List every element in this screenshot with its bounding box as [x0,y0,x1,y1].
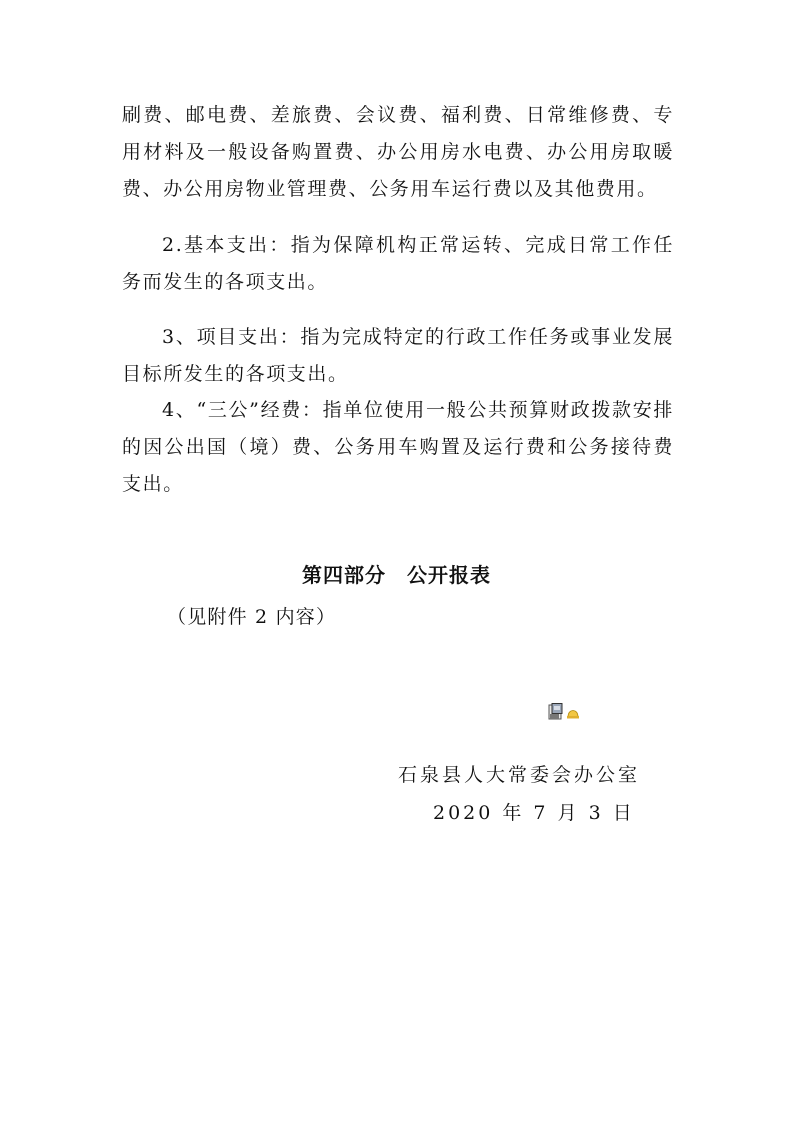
section-title: 第四部分 公开报表 [302,563,491,587]
paragraph-expense-list: 刷费、邮电费、差旅费、会议费、福利费、日常维修费、专用材料及一般设备购置费、办公用房水电费、办公用房取暖费、办公用房物业管理费、公务用车运行费以及其他费用。 [122,104,674,200]
paragraph-project-expenditure: 3、项目支出：指为完成特定的行政工作任务或事业发展目标所发生的各项支出。 [122,326,674,385]
section-note: （见附件 2 内容） [167,606,337,628]
issuing-organization: 石泉县人大常委会办公室 [398,764,641,786]
paragraph-basic-expenditure: 2.基本支出：指为保障机构正常运转、完成日常工作任务而发生的各项支出。 [122,234,674,293]
paragraph-three-public-funds: 4、“三公”经费：指单位使用一般公共预算财政拨款安排的因公出国（境）费、公务用车购置及运行费和公务接待费支出。 [122,399,674,495]
stamp-icon [548,703,582,721]
issue-date: 2020 年 7 月 3 日 [433,802,635,824]
